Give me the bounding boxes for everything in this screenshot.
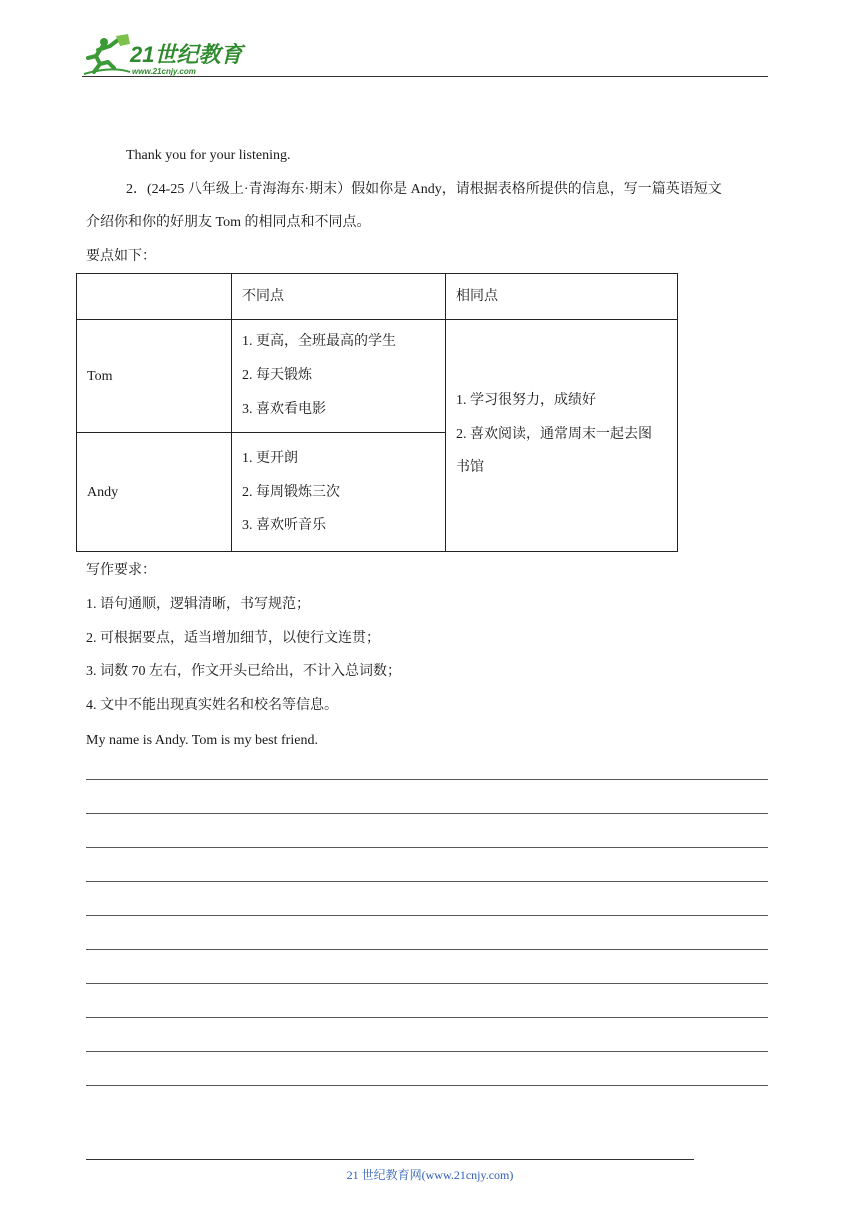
row-name-tom: Tom	[87, 369, 113, 384]
comparison-table	[76, 273, 678, 552]
table-divider	[231, 274, 232, 551]
row-name-andy: Andy	[87, 485, 119, 500]
table-divider	[77, 319, 677, 320]
answer-line[interactable]	[86, 949, 768, 950]
answer-line[interactable]	[86, 813, 768, 814]
andy-diff-item: 3. 喜欢听音乐	[242, 518, 326, 533]
question-2-line1: 2．(24-25 八年级上·青海海东·期末）假如你是 Andy，请根据表格所提供的信息，写一篇英语短文	[126, 182, 722, 197]
same-item: 1. 学习很努力，成绩好	[456, 393, 596, 408]
question-2-line2: 介绍你和你的好朋友 Tom 的相同点和不同点。	[86, 215, 371, 230]
points-label: 要点如下：	[86, 249, 156, 264]
site-logo	[82, 32, 252, 78]
same-item: 2. 喜欢阅读，通常周末一起去图	[456, 427, 652, 442]
tom-diff-item: 2. 每天锻炼	[242, 368, 312, 383]
answer-line[interactable]	[86, 847, 768, 848]
runner-logo-icon	[82, 32, 252, 78]
requirement-item: 4. 文中不能出现真实姓名和校名等信息。	[86, 698, 338, 713]
answer-line[interactable]	[86, 983, 768, 984]
header-same: 相同点	[456, 289, 498, 304]
paragraph-closing: Thank you for your listening.	[126, 148, 291, 163]
answer-line[interactable]	[86, 915, 768, 916]
requirement-item: 1. 语句通顺，逻辑清晰，书写规范；	[86, 597, 310, 612]
header-diff: 不同点	[242, 289, 284, 304]
logo-url: www.21cnjy.com	[132, 67, 196, 76]
answer-line[interactable]	[86, 779, 768, 780]
answer-line[interactable]	[86, 1017, 768, 1018]
table-divider	[77, 432, 446, 433]
requirement-item: 2. 可根据要点，适当增加细节，以使行文连贯；	[86, 631, 380, 646]
answer-line[interactable]	[86, 1051, 768, 1052]
table-divider	[445, 274, 446, 551]
tom-diff-item: 1. 更高，全班最高的学生	[242, 334, 396, 349]
tom-diff-item: 3. 喜欢看电影	[242, 402, 326, 417]
answer-line[interactable]	[86, 1085, 768, 1086]
andy-diff-item: 1. 更开朗	[242, 451, 298, 466]
footer-link[interactable]: 21 世纪教育网(www.21cnjy.com)	[346, 1168, 514, 1182]
same-item: 书馆	[456, 460, 484, 475]
footer-divider	[86, 1159, 694, 1160]
andy-diff-item: 2. 每周锻炼三次	[242, 485, 340, 500]
answer-line[interactable]	[86, 881, 768, 882]
essay-opening: My name is Andy. Tom is my best friend.	[86, 733, 318, 748]
requirement-item: 3. 词数 70 左右，作文开头已给出，不计入总词数；	[86, 664, 401, 679]
logo-text: 21世纪教育	[130, 42, 243, 67]
requirements-title: 写作要求：	[86, 563, 156, 578]
header-divider	[82, 76, 768, 77]
